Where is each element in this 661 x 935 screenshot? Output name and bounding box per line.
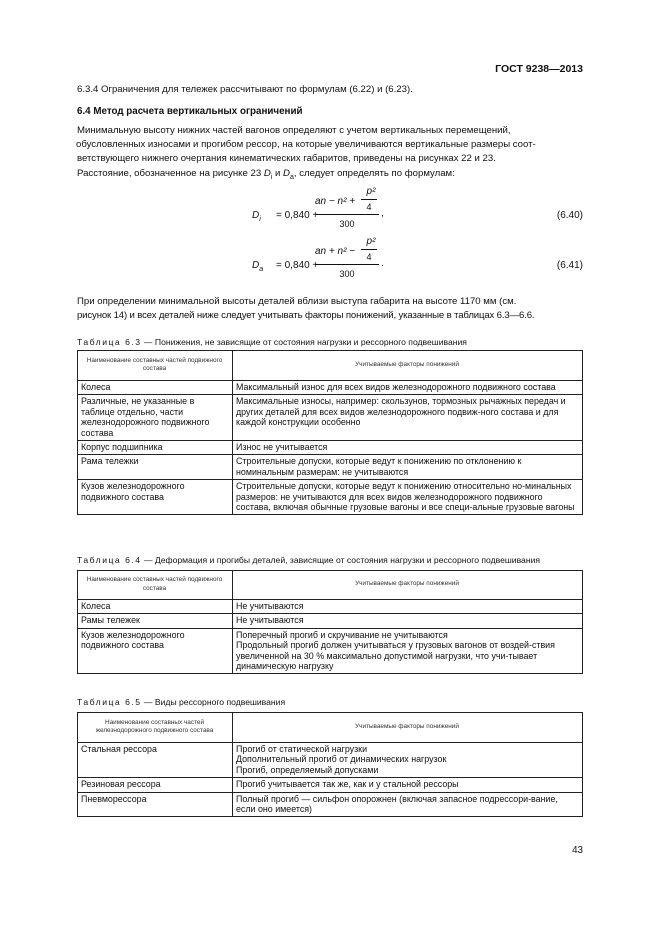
para3-line: При определении минимальной высоты деталей вблизи выступа габарита на высоте 1170 мм (см. [77,296,517,307]
formula2-eq: = 0,840 + [276,260,319,271]
table-row [78,792,583,817]
para2-before: Расстояние, обозначенное на рисунке 23 [77,168,262,179]
formula1-eq: = 0,840 + [276,210,319,221]
table-6-4-caption [77,555,540,565]
para2-da: D [283,168,290,179]
formula2-inner-bottom: 4 [366,252,372,262]
formula1-end: , [381,208,384,219]
formula2-lhs-sub: a [259,266,264,273]
formula2-denominator: 300 [339,269,355,279]
table-cell: Колеса [78,600,233,614]
table-6-4-label: Таблица 6.4 [77,555,142,565]
table-cell: Кузов железнодорожного подвижного состава [78,480,233,515]
table-row [78,628,583,674]
table-6-3-label: Таблица 6.3 [77,337,142,347]
para2-after: , следует определять по формулам: [293,168,455,179]
table-row [78,395,583,441]
formula2-end: . [381,258,384,269]
table-6-5-title: — Виды рессорного подвешивания [143,697,286,707]
formula1-denominator: 300 [339,219,355,229]
table-cell: Не учитываются [233,600,583,614]
table-row [78,778,583,792]
paragraph-6-3-4: 6.3.4 Ограничения для тележек рассчитывают по формулам (6.22) и (6.23). [77,84,413,95]
formula2-inner-bar [361,249,377,250]
table-row [78,455,583,480]
table-cell: Полный прогиб — сильфон опорожнен (включая запасное подрессори-вание, если оно имеется) [233,792,583,817]
section-heading: 6.4 Метод расчета вертикальных ограничений [77,106,303,117]
table-row [78,381,583,395]
formula2-inner-top: p² [366,236,376,247]
formula1-number: (6.40) [556,210,583,221]
table-row [78,600,583,614]
document-code: ГОСТ 9238—2013 [495,63,583,75]
table-6-5-caption [77,697,285,707]
table-cell: Пневморессора [78,792,233,817]
formula1-lhs: D [252,210,260,221]
formula2-numerator: an + n² − [315,246,356,257]
table-cell: Рамы тележек [78,614,233,628]
table-cell: Колеса [78,381,233,395]
table-cell: Прогиб учитывается так же, как и у стальной рессоры [233,778,583,792]
table-cell: Рама тележки [78,455,233,480]
column-header: Учитываемые факторы понижений [233,351,583,381]
formula1-numerator: an − n² + [315,196,356,207]
table-row [78,743,583,778]
table-cell: Максимальные износы, например: скользунов, тормозных рычажных передач и других деталей для всех видов железнодорожного подвиж-ного состава и для каждой конструкции особенно [233,395,583,441]
formula2-bar [315,264,379,265]
table-row [78,441,583,455]
table-6-3 [77,350,583,515]
column-header: Учитываемые факторы понижений [233,713,583,743]
table-row [78,480,583,515]
table-cell: Различные, не указанные в таблице отдельно, части железнодорожного подвижного состава [78,395,233,441]
formula-6-40 [77,186,583,236]
formula1-bar [315,214,379,215]
table-6-4 [77,570,583,674]
para2-di: D [263,168,271,179]
paragraph-distance [77,167,583,185]
para2-di-sub: i [270,173,273,181]
table-cell: Корпус подшипника [78,441,233,455]
formula1-inner-top: p² [366,186,376,197]
table-cell: Стальная рессора [78,743,233,778]
table-cell: Резиновая рессора [78,778,233,792]
table-cell: Строительные допуски, которые ведут к понижению относительно но-минальных размеров: не учитываются для всех видов железнодорожного подвижного состава, включая обычные грузовые вагоны и все специ-альные грузовые вагоны [233,480,583,515]
table-cell: Износ не учитывается [233,441,583,455]
para1-line: обусловленных износами и прогибом рессор, на которые увеличиваются вертикальные размеры соот- [76,139,536,151]
paragraph-min-height [77,124,583,167]
table-6-5 [77,712,583,817]
table-6-3-caption [77,337,467,347]
para3-line: рисунок 14) и всех деталей ниже следует учитывать факторы понижений, указанные в таблицах 6.3—6.6. [77,310,535,322]
table-6-3-title: — Понижения, не зависящие от состояния нагрузки и рессорного подвешивания [143,337,467,347]
table-row [78,614,583,628]
formula-6-41 [77,236,583,286]
para2-da-sub: a [289,173,294,181]
column-header: Наименование составных частей железнодорожного подвижного состава [78,713,233,743]
column-header: Наименование составных частей подвижного состава [78,351,233,381]
page-number: 43 [572,845,583,856]
table-cell: Прогиб от статической нагрузки Дополнительный прогиб от динамических нагрузок Прогиб, определяемый допусками [233,743,583,778]
table-cell: Не учитываются [233,614,583,628]
para1-line: ветствующего нижнего очертания кинематических габаритов, приведены на рисунках 22 и 23. [77,153,496,165]
table-cell: Поперечный прогиб и скручивание не учитываются Продольный прогиб должен учитываться у грузовых вагонов от воздей-ствия увеличенной на 30 % максимально допустимой нагрузки, что учи-тывает динамическую нагрузку [233,628,583,674]
column-header: Учитываемые факторы понижений [233,571,583,600]
table-header-row [78,713,583,743]
table-header-row [78,351,583,381]
para1-line: Минимальную высоту нижних частей вагонов определяют с учетом вертикальных перемещений, [77,125,511,136]
formula1-lhs-sub: i [259,216,261,223]
table-cell: Строительные допуски, которые ведут к понижению по отклонению к номинальным размерам: не учитываются [233,455,583,480]
column-header: Наименование составных частей подвижного состава [78,571,233,600]
paragraph-reduction-factors [77,295,583,323]
formula1-inner-bottom: 4 [366,202,372,212]
formula2-lhs: D [252,260,260,271]
table-6-5-label: Таблица 6.5 [77,697,142,707]
table-cell: Кузов железнодорожного подвижного состава [78,628,233,674]
table-cell: Максимальный износ для всех видов железнодорожного подвижного состава [233,381,583,395]
table-6-4-title: — Деформация и прогибы деталей, зависящие от состояния нагрузки и рессорного подвешивания [143,555,541,565]
formula2-number: (6.41) [556,260,583,271]
table-header-row [78,571,583,600]
para2-and: и [275,168,281,179]
formula1-inner-bar [361,199,377,200]
